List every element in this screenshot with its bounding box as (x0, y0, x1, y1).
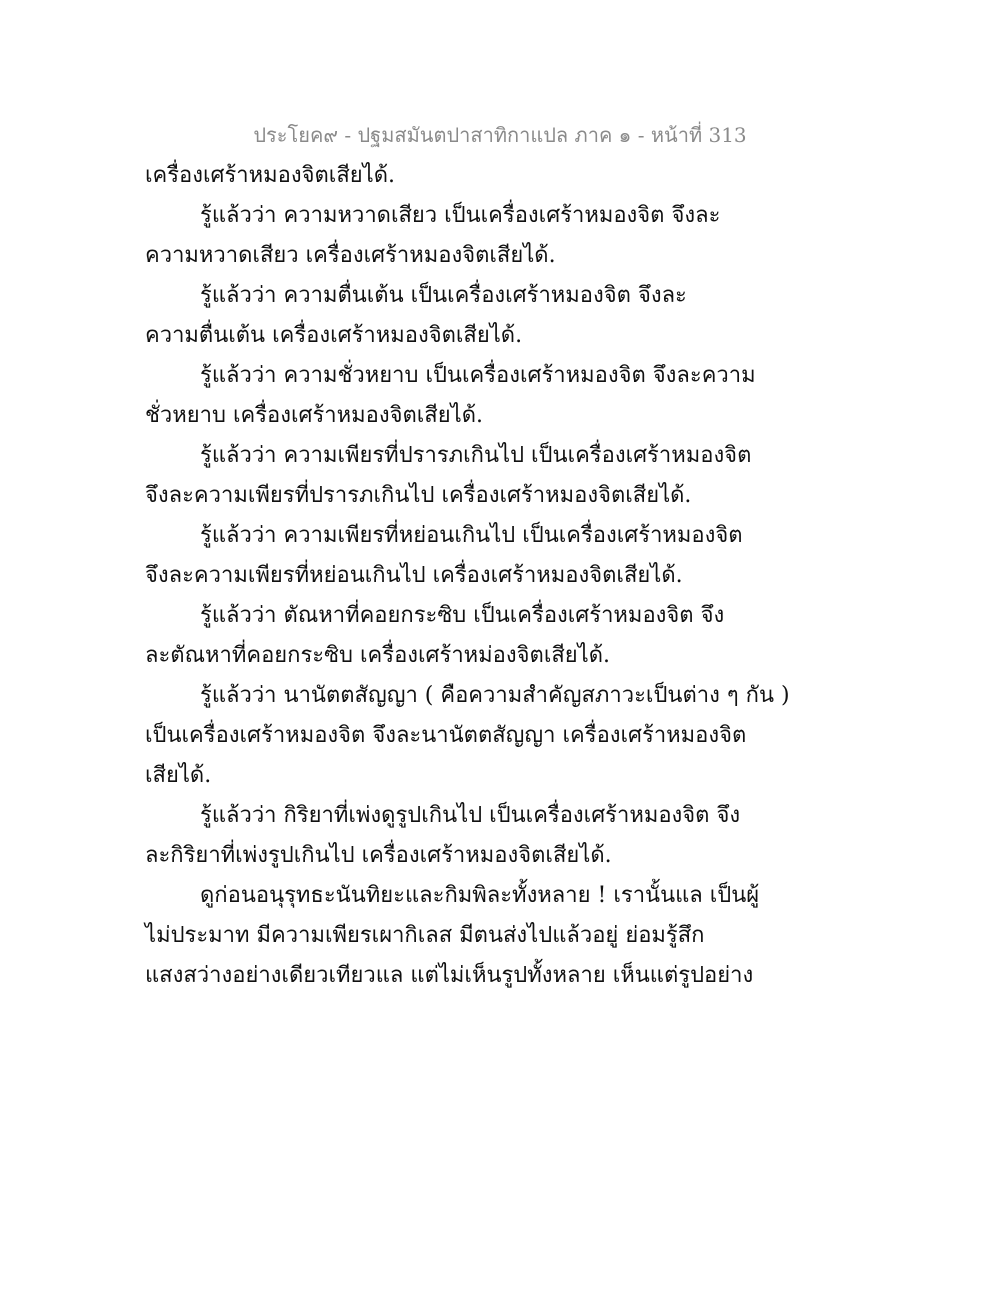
text-line: ละกิริยาที่เพ่งรูปเกินไป เครื่องเศร้าหมองจิตเสียได้. (145, 843, 612, 868)
text-line: รู้แล้วว่า ความตื่นเต้น เป็นเครื่องเศร้าหมองจิต จึงละ (200, 283, 687, 308)
text-line: เสียได้. (145, 763, 212, 788)
text-line: ความตื่นเต้น เครื่องเศร้าหมองจิตเสียได้. (145, 323, 523, 348)
text-line: รู้แล้วว่า ความเพียรที่หย่อนเกินไป เป็นเครื่องเศร้าหมองจิต (200, 523, 743, 548)
text-line: แสงสว่างอย่างเดียวเทียวแล แต่ไม่เห็นรูปทั้งหลาย เห็นแต่รูปอย่าง (145, 963, 754, 988)
text-line: รู้แล้วว่า กิริยาที่เพ่งดูรูปเกินไป เป็นเครื่องเศร้าหมองจิต จึง (200, 803, 741, 828)
text-line: ชั่วหยาบ เครื่องเศร้าหมองจิตเสียได้. (145, 403, 483, 428)
text-line: จึงละความเพียรที่ปรารภเกินไป เครื่องเศร้าหมองจิตเสียได้. (145, 483, 692, 508)
text-line: รู้แล้วว่า ความเพียรที่ปรารภเกินไป เป็นเครื่องเศร้าหมองจิต (200, 443, 752, 468)
text-line: เครื่องเศร้าหมองจิตเสียได้. (145, 163, 395, 188)
text-line: รู้แล้วว่า ความหวาดเสียว เป็นเครื่องเศร้าหมองจิต จึงละ (200, 203, 721, 228)
text-line: รู้แล้วว่า นานัตตสัญญา ( คือความสำคัญสภาวะเป็นต่าง ๆ กัน ) (200, 683, 790, 708)
body-text (145, 156, 790, 996)
text-line: จึงละความเพียรที่หย่อนเกินไป เครื่องเศร้าหมองจิตเสียได้. (145, 563, 683, 588)
text-line: ละตัณหาที่คอยกระซิบ เครื่องเศร้าหม่องจิตเสียได้. (145, 643, 610, 668)
running-header: ประโยค๙ - ปฐมสมันตปาสาทิกาแปล ภาค ๑ - หน้าที่ 313 (253, 123, 747, 147)
text-line: ความหวาดเสียว เครื่องเศร้าหมองจิตเสียได้. (145, 243, 556, 268)
text-line: รู้แล้วว่า ตัณหาที่คอยกระซิบ เป็นเครื่องเศร้าหมองจิต จึง (200, 603, 725, 628)
text-line: ดูก่อนอนุรุทธะนันทิยะและกิมพิละทั้งหลาย ! เรานั้นแล เป็นผู้ (200, 883, 760, 908)
text-line: รู้แล้วว่า ความชั่วหยาบ เป็นเครื่องเศร้าหมองจิต จึงละความ (200, 363, 756, 388)
text-line: ไม่ประมาท มีความเพียรเผากิเลส มีตนส่งไปแล้วอยู่ ย่อมรู้สึก (145, 923, 705, 948)
text-line: เป็นเครื่องเศร้าหมองจิต จึงละนานัตตสัญญา เครื่องเศร้าหมองจิต (145, 723, 747, 748)
